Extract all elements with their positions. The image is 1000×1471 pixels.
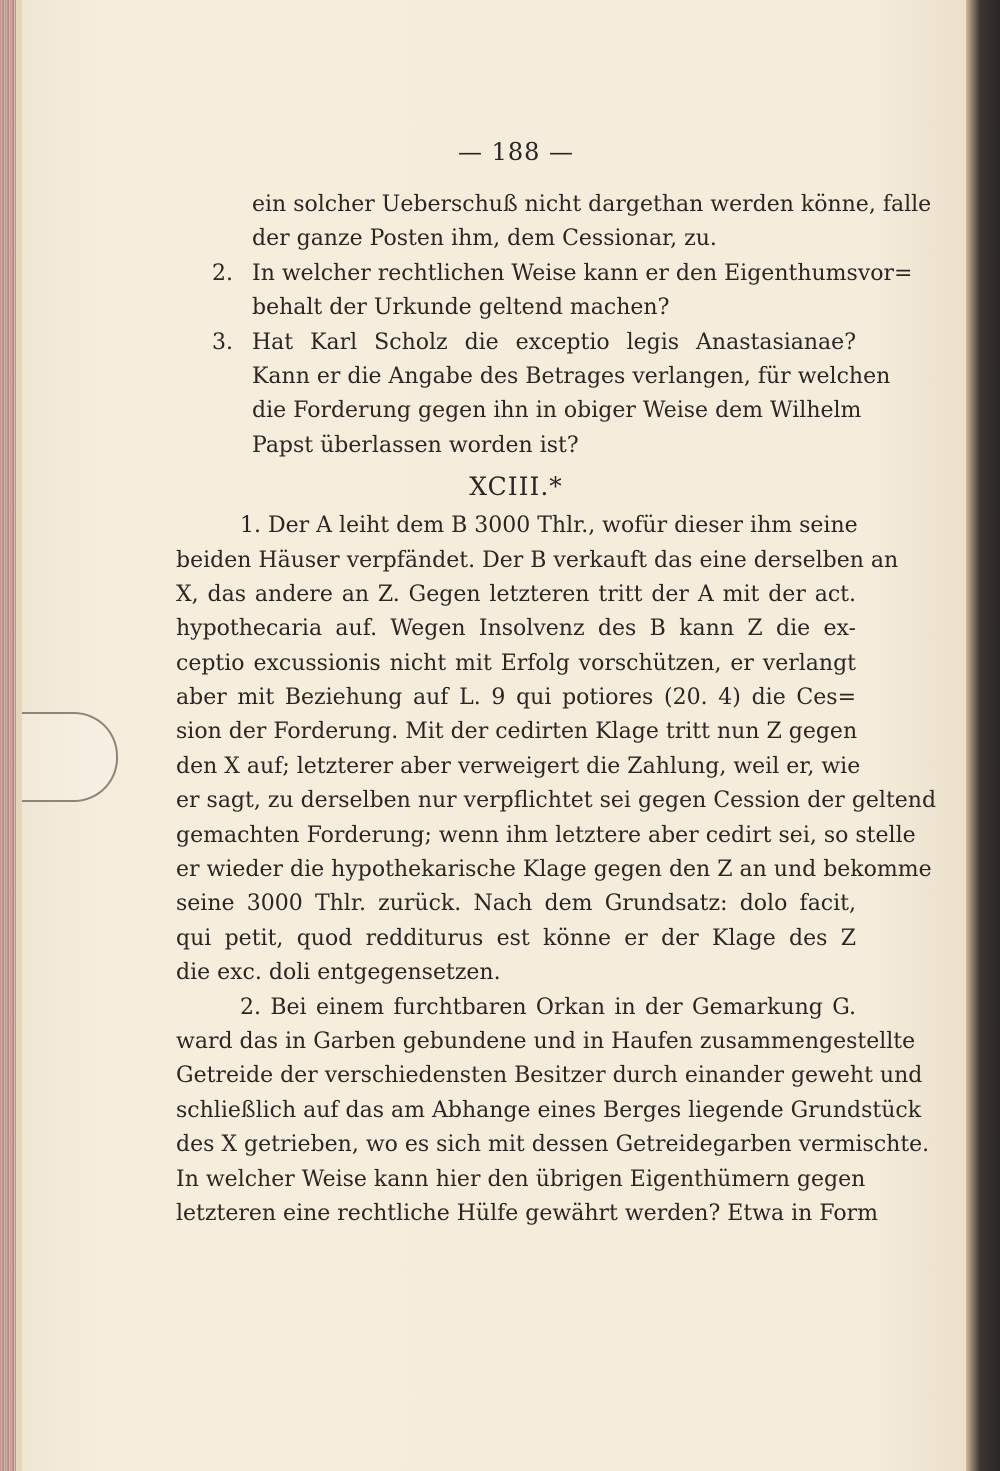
text-line: er sagt, zu derselben nur verpflichtet sei gegen Cession der geltend xyxy=(176,788,937,814)
text-line: er wieder die hypothekarische Klage gegen den Z an und bekomme xyxy=(176,857,932,883)
text-line: In welcher Weise kann hier den übrigen Eigenthümern gegen xyxy=(176,1166,866,1192)
page-tab-marker xyxy=(22,712,118,802)
text-line: der ganze Posten ihm, dem Cessionar, zu. xyxy=(252,226,717,252)
text-line: des X getrieben, wo es sich mit dessen Getreidegarben vermischte. xyxy=(176,1132,930,1158)
question-line xyxy=(176,326,856,360)
question-line xyxy=(176,257,913,291)
text-line: Kann er die Angabe des Betrages verlangen, für welchen xyxy=(252,363,891,389)
question-number: 3. xyxy=(212,329,233,355)
text-line: 1. Der A leiht dem B 3000 Thlr., wofür dieser ihm seine xyxy=(240,513,858,539)
text-line: letzteren eine rechtliche Hülfe gewährt werden? Etwa in Form xyxy=(176,1200,878,1226)
question-text: In welcher rechtlichen Weise kann er den Eigenthumsvor= xyxy=(252,260,913,286)
text-line: hypothecaria auf. Wegen Insolvenz des B kann Z die ex- xyxy=(176,616,856,642)
text-line: 2. Bei einem furchtbaren Orkan in der Gemarkung G. xyxy=(240,994,856,1020)
text-line: seine 3000 Thlr. zurück. Nach dem Grundsatz: dolo facit, xyxy=(176,891,856,917)
text-line: den X auf; letzterer aber verweigert die Zahlung, weil er, wie xyxy=(176,753,861,779)
text-line: Papst überlassen worden ist? xyxy=(252,432,579,458)
text-line: gemachten Forderung; wenn ihm letztere aber cedirt sei, so stelle xyxy=(176,822,916,848)
text-line: aber mit Beziehung auf L. 9 qui potiores (20. 4) die Ces= xyxy=(176,685,856,711)
page-number: — 188 — xyxy=(457,138,575,166)
book-edge-left xyxy=(0,0,16,1471)
text-line: schließlich auf das am Abhange eines Berges liegende Grundstück xyxy=(176,1097,922,1123)
section-heading: XCIII.* xyxy=(469,472,563,502)
text-line: qui petit, quod redditurus est könne er der Klage des Z xyxy=(176,925,856,951)
text-line: X, das andere an Z. Gegen letzteren tritt der A mit der act. xyxy=(176,581,856,607)
text-line: die exc. doli entgegensetzen. xyxy=(176,960,501,986)
text-line: sion der Forderung. Mit der cedirten Klage tritt nun Z gegen xyxy=(176,719,858,745)
text-line: Getreide der verschiedensten Besitzer durch einander geweht und xyxy=(176,1063,923,1089)
question-number: 2. xyxy=(212,260,233,286)
page-text xyxy=(176,138,937,1231)
book-edge-right xyxy=(966,0,1000,1471)
text-line: ceptio excussionis nicht mit Erfolg vorschützen, er verlangt xyxy=(176,650,856,676)
text-line: beiden Häuser verpfändet. Der B verkauft das eine derselben an xyxy=(176,547,899,573)
text-line: die Forderung gegen ihn in obiger Weise dem Wilhelm xyxy=(252,398,862,424)
text-line: behalt der Urkunde geltend machen? xyxy=(252,295,670,321)
question-text: Hat Karl Scholz die exceptio legis Anastasianae? xyxy=(252,329,856,355)
text-line: ward das in Garben gebundene und in Haufen zusammengestellte xyxy=(176,1028,916,1054)
text-line: ein solcher Ueberschuß nicht dargethan werden könne, falle xyxy=(252,192,932,217)
